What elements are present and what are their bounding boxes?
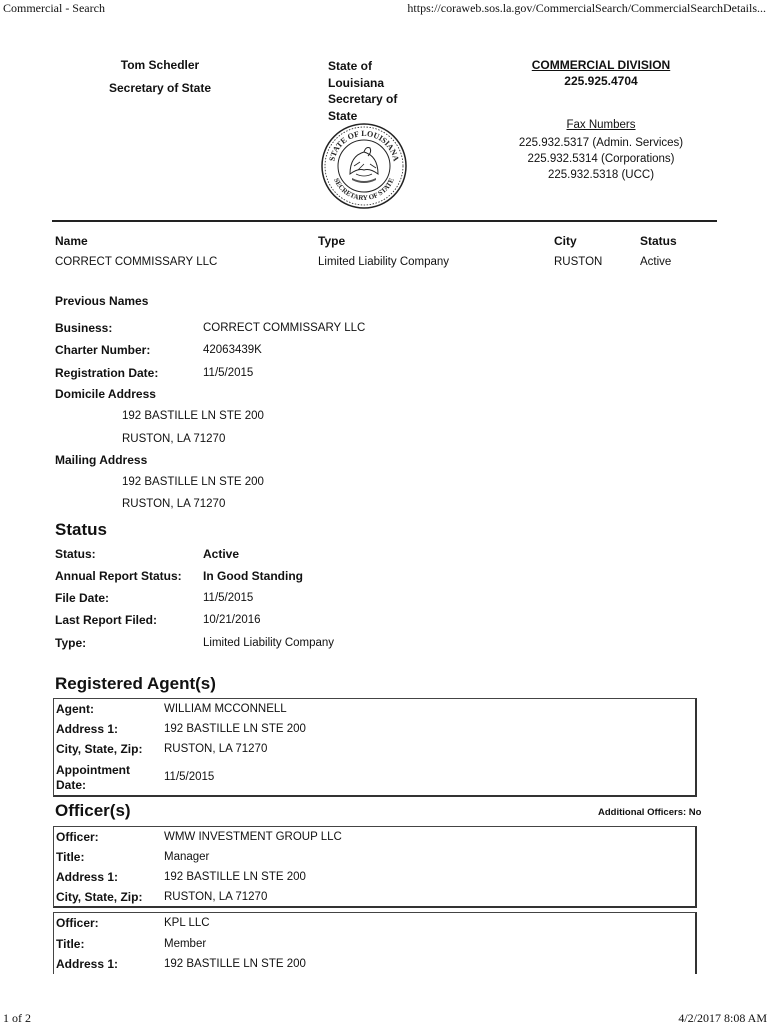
officer-value: WMW INVESTMENT GROUP LLC	[164, 831, 342, 843]
officer-box-1	[53, 826, 697, 908]
summary-header-type: Type	[318, 234, 346, 248]
print-footer-page: 1 of 2	[3, 1011, 31, 1024]
business-label: Business:	[55, 321, 113, 335]
division-title[interactable]: COMMERCIAL DIVISION	[531, 58, 671, 72]
agent-section-title: Registered Agent(s)	[55, 674, 216, 693]
domicile-line-2: RUSTON, LA 71270	[122, 433, 226, 445]
state-label: State of Louisiana Secretary of State	[328, 59, 398, 123]
louisiana-seal-icon	[320, 122, 408, 210]
officer-title-value: Manager	[164, 851, 210, 863]
domicile-heading: Domicile Address	[55, 387, 156, 401]
file-date-label: File Date:	[55, 591, 110, 605]
type-label: Type:	[55, 636, 87, 650]
status-value: Active	[203, 547, 240, 561]
annual-report-value: In Good Standing	[203, 569, 303, 583]
agent-box	[53, 698, 697, 797]
summary-header-city: City	[554, 234, 577, 248]
status-section-title: Status	[55, 520, 107, 539]
annual-report-label: Annual Report Status:	[55, 569, 182, 583]
file-date-value: 11/5/2015	[203, 592, 254, 604]
additional-officers: Additional Officers: No	[598, 807, 702, 818]
header-divider	[52, 220, 717, 222]
officer-section-title: Officer(s)	[55, 801, 131, 820]
registration-label: Registration Date:	[55, 366, 159, 380]
agent-label: Agent:	[56, 702, 94, 716]
agent-appointment-value: 11/5/2015	[164, 771, 215, 783]
agent-address-value: 192 BASTILLE LN STE 200	[164, 723, 306, 735]
officer-address-value: 192 BASTILLE LN STE 200	[164, 958, 306, 970]
fax-ucc: 225.932.5318 (UCC)	[547, 169, 655, 181]
agent-appointment-label: Appointment Date:	[56, 763, 130, 792]
officer-value: KPL LLC	[164, 917, 210, 929]
summary-type: Limited Liability Company	[318, 256, 450, 268]
secretary-role: Secretary of State	[108, 81, 212, 95]
summary-status: Active	[640, 256, 672, 268]
domicile-line-1: 192 BASTILLE LN STE 200	[122, 410, 264, 422]
print-header-url: https://coraweb.sos.la.gov/CommercialSearch/CommercialSearchDetails...	[407, 1, 766, 15]
fax-title[interactable]: Fax Numbers	[566, 119, 636, 131]
summary-name: CORRECT COMMISSARY LLC	[55, 256, 218, 268]
charter-value: 42063439K	[203, 344, 262, 356]
status-label: Status:	[55, 547, 96, 561]
agent-csz-label: City, State, Zip:	[56, 742, 143, 756]
officer-label: Officer:	[56, 916, 99, 930]
summary-header-status: Status	[640, 234, 677, 248]
agent-address-label: Address 1:	[56, 722, 119, 736]
mailing-line-1: 192 BASTILLE LN STE 200	[122, 476, 264, 488]
agent-value: WILLIAM MCCONNELL	[164, 703, 287, 715]
division-phone: 225.925.4704	[564, 74, 638, 88]
fax-list	[480, 135, 722, 183]
officer-title-label: Title:	[56, 937, 85, 951]
previous-names-heading: Previous Names	[55, 294, 149, 308]
svg-text:SECRETARY OF STATE: SECRETARY OF STATE	[332, 176, 396, 203]
svg-text:STATE OF LOUISIANA: STATE OF LOUISIANA	[327, 128, 401, 163]
charter-label: Charter Number:	[55, 343, 151, 357]
officer-csz-value: RUSTON, LA 71270	[164, 891, 268, 903]
agent-csz-value: RUSTON, LA 71270	[164, 743, 268, 755]
registration-value: 11/5/2015	[203, 367, 254, 379]
officer-csz-label: City, State, Zip:	[56, 890, 143, 904]
last-report-label: Last Report Filed:	[55, 613, 158, 627]
summary-header-name: Name	[55, 234, 88, 248]
officer-address-label: Address 1:	[56, 957, 119, 971]
mailing-heading: Mailing Address	[55, 453, 148, 467]
officer-address-value: 192 BASTILLE LN STE 200	[164, 871, 306, 883]
officer-title-value: Member	[164, 938, 207, 950]
print-header-title: Commercial - Search	[3, 1, 105, 15]
fax-corporations: 225.932.5314 (Corporations)	[527, 153, 675, 165]
officer-label: Officer:	[56, 830, 99, 844]
secretary-name: Tom Schedler	[120, 58, 200, 72]
type-value: Limited Liability Company	[203, 637, 335, 649]
officer-address-label: Address 1:	[56, 870, 119, 884]
summary-city: RUSTON	[554, 256, 603, 268]
print-footer-timestamp: 4/2/2017 8:08 AM	[678, 1011, 767, 1024]
officer-box-2	[53, 912, 697, 974]
last-report-value: 10/21/2016	[203, 614, 261, 626]
business-value: CORRECT COMMISSARY LLC	[203, 322, 366, 334]
mailing-line-2: RUSTON, LA 71270	[122, 498, 226, 510]
officer-title-label: Title:	[56, 850, 85, 864]
fax-admin: 225.932.5317 (Admin. Services)	[518, 137, 684, 149]
